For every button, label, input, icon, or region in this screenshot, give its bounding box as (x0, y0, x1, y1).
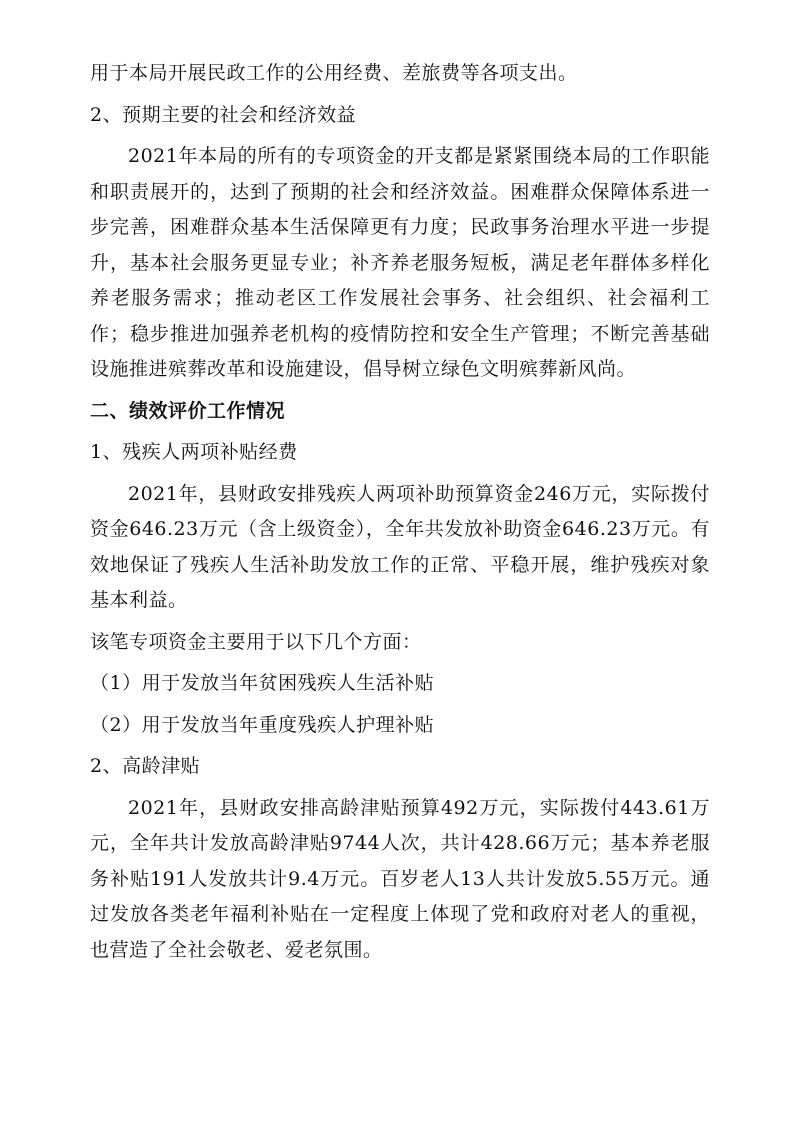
paragraph-disabled-subsidy: 2021年，县财政安排残疾人两项补助预算资金246万元，实际拨付资金646.23万元（含上级资金），全年共发放补助资金646.23万元。有效地保证了残疾人生活补助发放工作的正常、平稳开展，维护残疾对象基本利益。 (90, 482, 710, 611)
heading-social-benefits: 2、预期主要的社会和经济效益 (90, 103, 357, 126)
heading-disabled-subsidy: 1、残疾人两项补贴经费 (90, 441, 298, 463)
paragraph-expenses: 用于本局开展民政工作的公用经费、差旅费等各项支出。 (90, 62, 578, 84)
heading-elderly-allowance: 2、高龄津贴 (90, 755, 201, 777)
paragraph-fund-uses: 该笔专项资金主要用于以下几个方面： (90, 630, 422, 653)
paragraph-elderly-allowance: 2021年，县财政安排高龄津贴预算492万元，实际拨付443.61万元，全年共计发放高龄津贴9744人次，共计428.66万元；基本养老服务补贴191人发放共计9.4万元。百岁老人13人共计发放5.55万元。通过发放各类老年福利补贴在一定程度上体现了党和政府对老人的重视，也营造了全社会敬老、爱老氛围。 (90, 796, 710, 961)
paragraph-social-benefits: 2021年本局的所有的专项资金的开支都是紧紧围绕本局的工作职能和职责展开的，达到了预期的社会和经济效益。困难群众保障体系进一步完善，困难群众基本生活保障更有力度；民政事务治理水平进一步提升，基本社会服务更显专业；补齐养老服务短板，满足老年群体多样化养老服务需求；推动老区工作发展社会事务、社会组织、社会福利工作；稳步推进加强养老机构的疫情防控和安全生产管理；不断完善基础设施推进殡葬改革和设施建设，倡导树立绿色文明殡葬新风尚。 (90, 145, 710, 380)
list-item-poor-disabled: （1）用于发放当年贫困残疾人生活补贴 (90, 672, 435, 694)
list-item-severe-disabled: （2）用于发放当年重度残疾人护理补贴 (90, 713, 435, 736)
document-page (90, 56, 710, 974)
heading-performance-evaluation: 二、绩效评价工作情况 (90, 399, 286, 422)
